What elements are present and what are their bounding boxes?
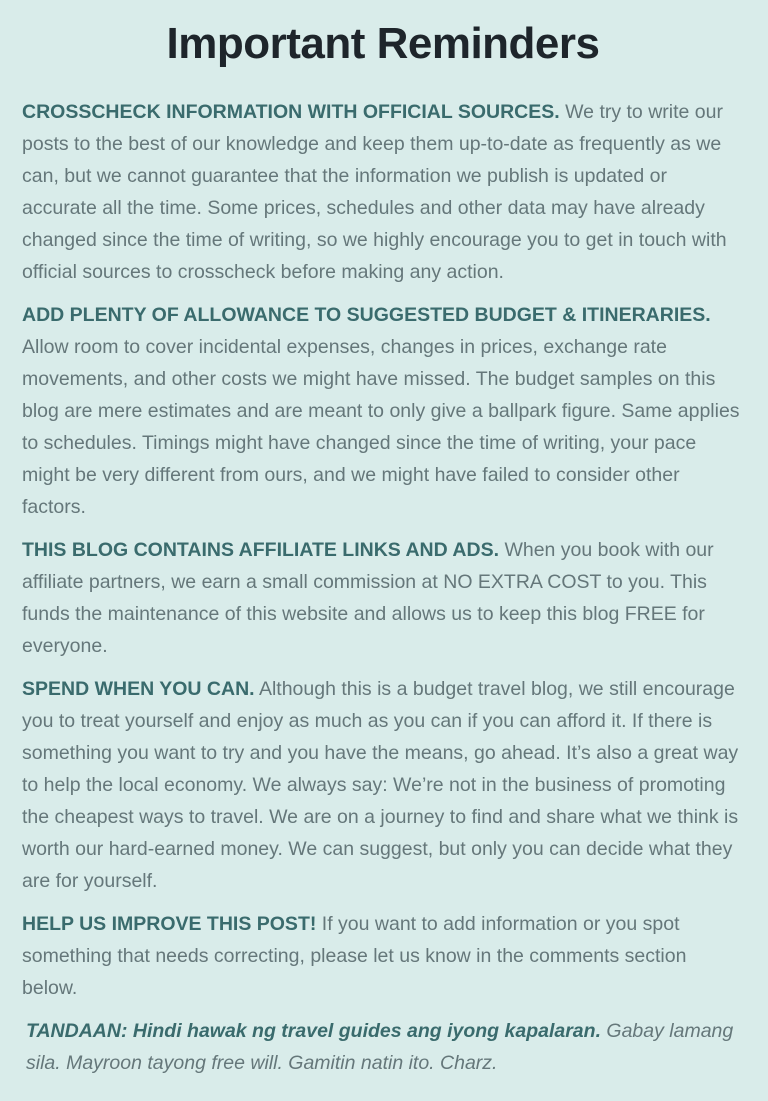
reminder-lead: THIS BLOG CONTAINS AFFILIATE LINKS AND ADS. (22, 538, 500, 561)
reminder-paragraph-allowance (22, 299, 744, 523)
reminder-body: If you want to add information or you spot something that needs correcting, please let us know in the comments section below. (22, 912, 687, 999)
reminder-body: Although this is a budget travel blog, we still encourage you to treat yourself and enjoy as much as you can if you can afford it. If there is something you want to try and you have the means, go ahead. It’s also a great way to help the local economy. We always say: We’re not in the business of promoting the cheapest ways to travel. We are on a journey to find and share what we think is worth our hard-earned money. We can suggest, but only you can decide what they are for yourself. (22, 677, 739, 892)
reminder-body: When you book with our affiliate partners, we earn a small commission at NO EXTRA COST to you. This funds the maintenance of this website and allows us to keep this blog FREE for everyone. (22, 538, 714, 657)
reminder-body: Allow room to cover incidental expenses, changes in prices, exchange rate movements, and other costs we might have missed. The budget samples on this blog are mere estimates and are meant to only give a ballpark figure. Same applies to schedules. Timings might have changed since the time of writing, your pace might be very different from ours, and we might have failed to consider other factors. (22, 335, 740, 518)
reminder-lead: SPEND WHEN YOU CAN. (22, 677, 255, 700)
page-title: Important Reminders (166, 19, 600, 68)
reminder-paragraph-crosscheck (22, 96, 744, 288)
reminder-paragraph-affiliate (22, 534, 744, 662)
reminder-paragraph-spend (22, 673, 744, 897)
reminder-body: Gabay lamang sila. Mayroon tayong free will. Gamitin natin ito. Charz. (26, 1019, 734, 1074)
reminder-lead: HELP US IMPROVE THIS POST! (22, 912, 317, 935)
reminder-lead: TANDAAN: Hindi hawak ng travel guides ang iyong kapalaran. (26, 1019, 601, 1042)
reminder-paragraph-tandaan (22, 1015, 744, 1079)
reminder-paragraph-improve (22, 908, 744, 1004)
reminder-lead: CROSSCHECK INFORMATION WITH OFFICIAL SOURCES. (22, 100, 560, 123)
reminder-lead: ADD PLENTY OF ALLOWANCE TO SUGGESTED BUDGET & ITINERARIES. (22, 303, 711, 326)
reminder-body: We try to write our posts to the best of our knowledge and keep them up-to-date as frequently as we can, but we cannot guarantee that the information we publish is updated or accurate all the time. Some prices, schedules and other data may have already changed since the time of writing, so we highly encourage you to get in touch with official sources to crosscheck before making any action. (22, 100, 727, 283)
